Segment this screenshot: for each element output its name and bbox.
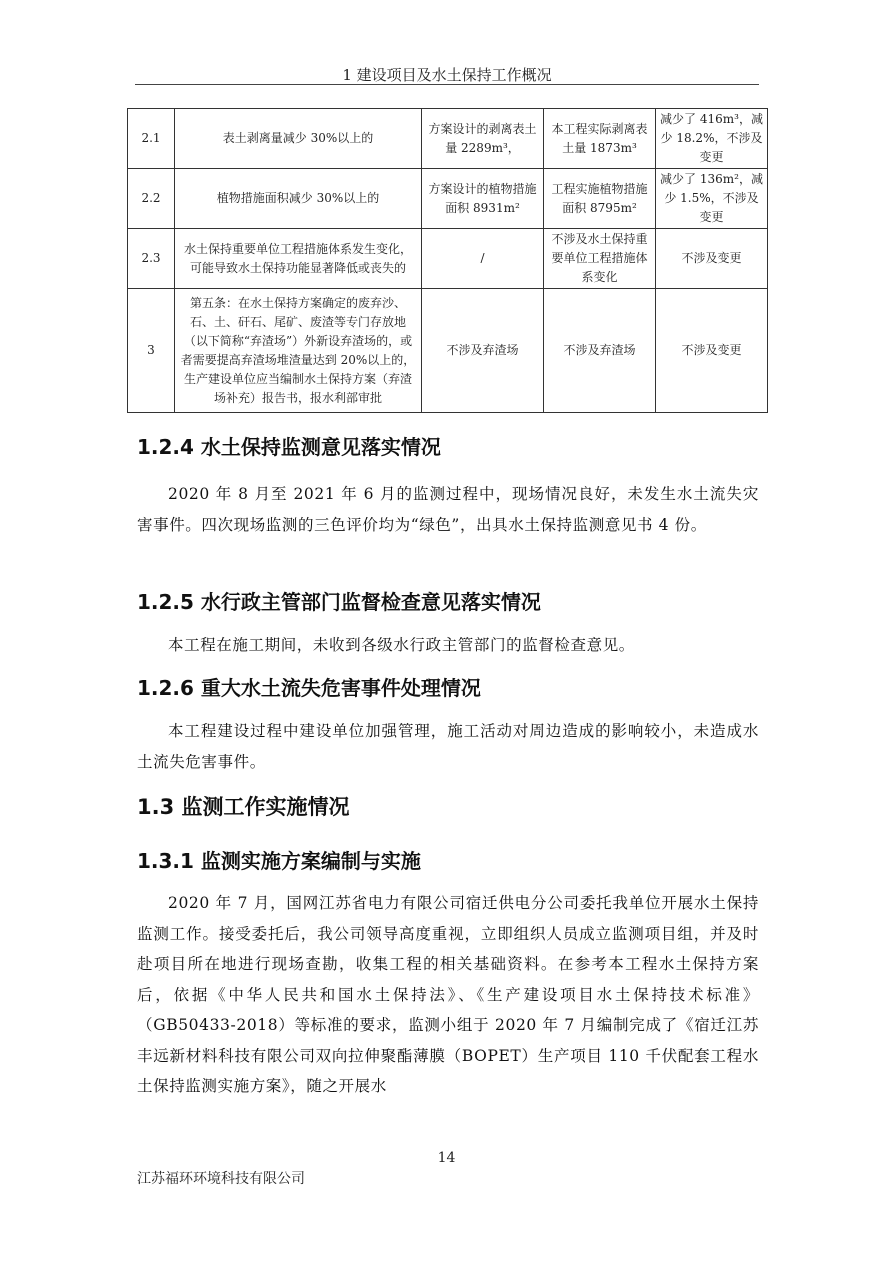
- section-heading-1-2-5: 1.2.5 水行政主管部门监督检查意见落实情况: [137, 590, 541, 614]
- table-row: [128, 169, 768, 229]
- actual-cell: 工程实施植物措施面积 8795m²: [544, 169, 656, 229]
- section-paragraph-1-2-4: 2020 年 8 月至 2021 年 6 月的监测过程中，现场情况良好，未发生水土流失灾害事件。四次现场监测的三色评价均为“绿色”，出具水土保持监测意见书 4 份。: [137, 485, 759, 534]
- page-number: 14: [437, 1150, 456, 1166]
- section-heading-1-3: 1.3 监测工作实施情况: [137, 795, 350, 819]
- row-number: 2.1: [128, 109, 175, 169]
- footer-company: 江苏福环环境科技有限公司: [137, 1171, 305, 1187]
- table-row: [128, 289, 768, 413]
- actual-cell: 本工程实际剥离表土量 1873m³: [544, 109, 656, 169]
- plan-cell: 方案设计的剥离表土量 2289m³，: [422, 109, 544, 169]
- section-heading-1-2-4: 1.2.4 水土保持监测意见落实情况: [137, 435, 441, 459]
- change-criteria-table: [127, 108, 768, 413]
- header-divider: [135, 84, 759, 85]
- plan-cell: /: [422, 229, 544, 289]
- criterion-cell: 水土保持重要单位工程措施体系发生变化，可能导致水土保持功能显著降低或丧失的: [175, 229, 422, 289]
- row-number: 2.3: [128, 229, 175, 289]
- criterion-cell: 第五条：在水土保持方案确定的废弃沙、石、土、矸石、尾矿、废渣等专门存放地（以下简称“弃渣场”）外新设弃渣场的，或者需要提高弃渣场堆渣量达到 20%以上的，生产建设单位应当编制水土保持方案（弃渣场补充）报告书，报水利部审批: [175, 289, 422, 413]
- result-cell: 不涉及变更: [656, 229, 768, 289]
- actual-cell: 不涉及弃渣场: [544, 289, 656, 413]
- result-cell: 不涉及变更: [656, 289, 768, 413]
- table-row: [128, 109, 768, 169]
- result-cell: 减少了 136m²，减少 1.5%，不涉及变更: [656, 169, 768, 229]
- result-cell: 减少了 416m³，减少 18.2%，不涉及变更: [656, 109, 768, 169]
- section-paragraph-1-2-6: 本工程建设过程中建设单位加强管理，施工活动对周边造成的影响较小，未造成水土流失危害事件。: [137, 722, 759, 771]
- section-heading-1-2-6: 1.2.6 重大水土流失危害事件处理情况: [137, 676, 481, 700]
- section-paragraph-1-2-5: 本工程在施工期间，未收到各级水行政主管部门的监督检查意见。: [168, 636, 635, 654]
- table-row: [128, 229, 768, 289]
- plan-cell: 不涉及弃渣场: [422, 289, 544, 413]
- section-paragraph-1-3-1: 2020 年 7 月，国网江苏省电力有限公司宿迁供电分公司委托我单位开展水土保持监测工作。接受委托后，我公司领导高度重视，立即组织人员成立监测项目组，并及时赴项目所在地进行现场查勘，收集工程的相关基础资料。在参考本工程水土保持方案后，依据《中华人民共和国水土保持法》、《生产建设项目水土保持技术标准》（GB50433-2018）等标准的要求，监测小组于 2020 年 7 月编制完成了《宿迁江苏丰远新材料科技有限公司双向拉伸聚酯薄膜（BOPET）生产项目 110 千伏配套工程水土保持监测实施方案》，随之开展水: [137, 894, 759, 1095]
- section-heading-1-3-1: 1.3.1 监测实施方案编制与实施: [137, 849, 421, 873]
- running-header: 1 建设项目及水土保持工作概况: [342, 66, 552, 84]
- criterion-cell: 表土剥离量减少 30%以上的: [175, 109, 422, 169]
- row-number: 2.2: [128, 169, 175, 229]
- criterion-cell: 植物措施面积减少 30%以上的: [175, 169, 422, 229]
- plan-cell: 方案设计的植物措施面积 8931m²: [422, 169, 544, 229]
- actual-cell: 不涉及水土保持重要单位工程措施体系变化: [544, 229, 656, 289]
- row-number: 3: [128, 289, 175, 413]
